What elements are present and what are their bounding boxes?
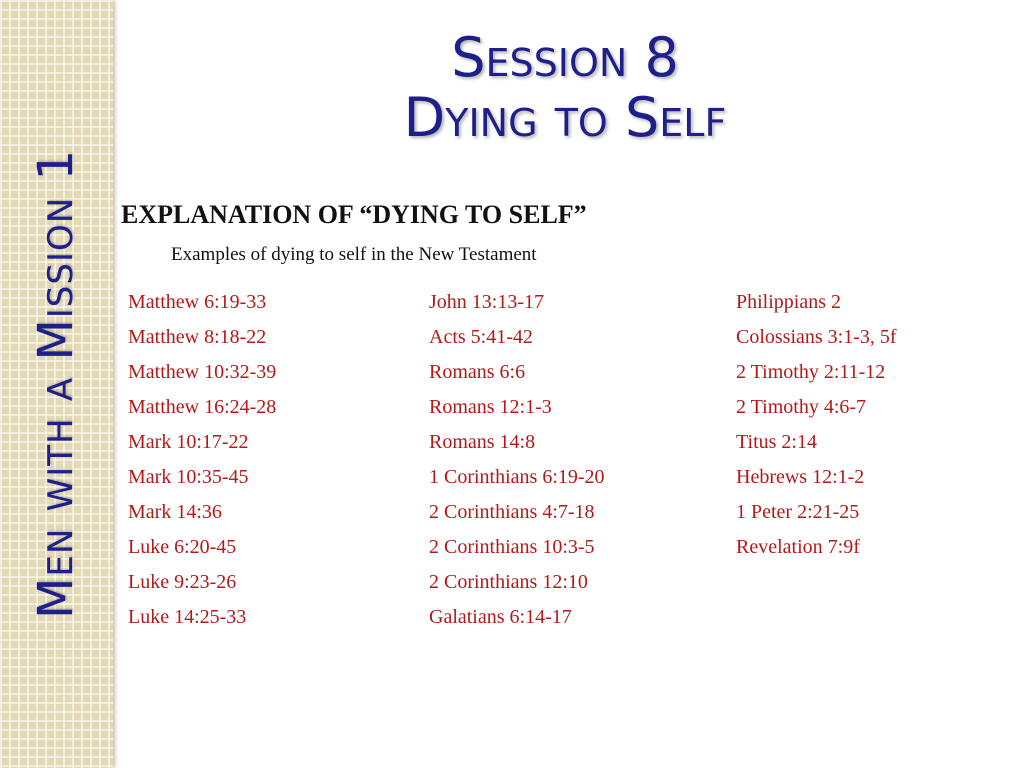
scripture-reference: 2 Corinthians 4:7-18 xyxy=(429,501,595,523)
title-line-topic: Dying to Self xyxy=(403,86,727,149)
scripture-reference: Luke 9:23-26 xyxy=(128,571,237,593)
references-column-2 xyxy=(429,290,605,640)
slide-title xyxy=(300,28,830,148)
references-column-1 xyxy=(128,290,276,640)
scripture-reference: Matthew 6:19-33 xyxy=(128,291,267,313)
scripture-reference: Revelation 7:9f xyxy=(736,536,860,558)
scripture-reference: Romans 12:1-3 xyxy=(429,396,552,418)
scripture-reference: Colossians 3:1-3, 5f xyxy=(736,326,897,348)
scripture-reference: Luke 14:25-33 xyxy=(128,606,247,628)
scripture-reference: 2 Timothy 2:11-12 xyxy=(736,361,886,383)
scripture-reference: Luke 6:20-45 xyxy=(128,536,237,558)
scripture-reference: Matthew 10:32-39 xyxy=(128,361,277,383)
scripture-reference: 2 Timothy 4:6-7 xyxy=(736,396,867,418)
scripture-reference: Hebrews 12:1-2 xyxy=(736,466,865,488)
scripture-reference: Philippians 2 xyxy=(736,291,842,313)
scripture-reference: Mark 14:36 xyxy=(128,501,222,523)
side-series-title: Men with a Mission 1 xyxy=(28,149,84,619)
scripture-reference: 2 Corinthians 10:3-5 xyxy=(429,536,595,558)
scripture-reference: 2 Corinthians 12:10 xyxy=(429,571,588,593)
scripture-reference: Romans 6:6 xyxy=(429,361,526,383)
scripture-reference: Matthew 8:18-22 xyxy=(128,326,267,348)
scripture-reference: Mark 10:35-45 xyxy=(128,466,249,488)
scripture-reference: Acts 5:41-42 xyxy=(429,326,533,348)
section-subheading: Examples of dying to self in the New Testament xyxy=(171,244,537,265)
section-heading: EXPLANATION OF “DYING TO SELF” xyxy=(121,200,587,229)
scripture-reference: Galatians 6:14-17 xyxy=(429,606,572,628)
scripture-reference: 1 Peter 2:21-25 xyxy=(736,501,860,523)
scripture-reference: Titus 2:14 xyxy=(736,431,817,453)
scripture-reference: Romans 14:8 xyxy=(429,431,536,453)
references-column-3 xyxy=(736,290,897,570)
title-line-session: Session 8 xyxy=(451,26,679,89)
scripture-reference: Matthew 16:24-28 xyxy=(128,396,277,418)
scripture-reference: John 13:13-17 xyxy=(429,291,544,313)
scripture-reference: Mark 10:17-22 xyxy=(128,431,249,453)
scripture-reference: 1 Corinthians 6:19-20 xyxy=(429,466,605,488)
side-decorative-bar xyxy=(0,0,113,768)
